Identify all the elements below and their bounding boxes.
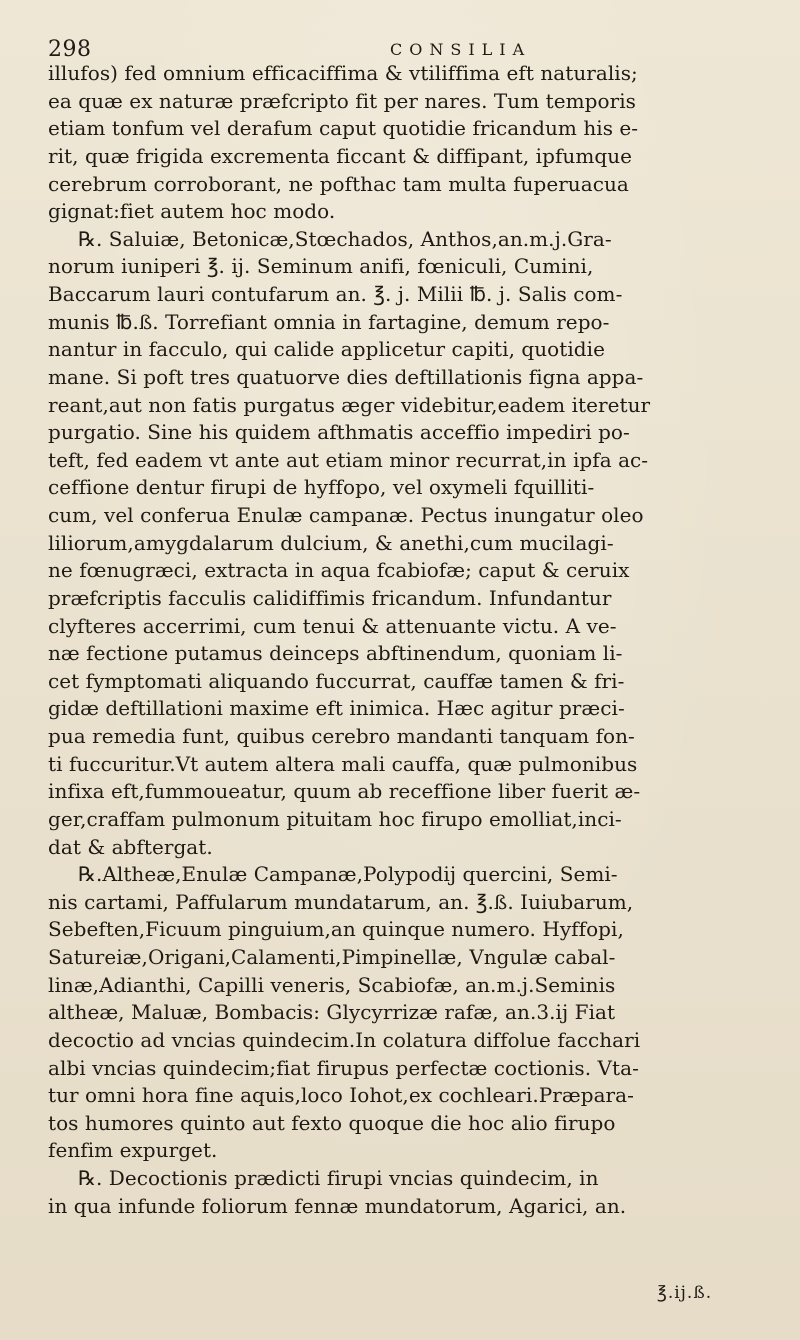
text-line: munis ℔.ß. Torrefiant omnia in fartagine, demum repo- xyxy=(48,309,610,334)
text-line: cerebrum corroborant, ne pofthac tam multa fuperuacua xyxy=(48,171,629,196)
text-line: albi vncias quindecim;fiat firupus perfectæ coctionis. Vta- xyxy=(48,1055,639,1080)
text-line: cum, vel conferua Enulæ campanæ. Pectus inungatur oleo xyxy=(48,503,644,527)
text-line: ea quæ ex naturæ præfcripto fit per nares. Tum temporis xyxy=(48,88,636,113)
text-line: clyfteres accerrimi, cum tenui & attenuante victu. A ve- xyxy=(48,613,617,638)
text-line: purgatio. Sine his quidem afthmatis acceffio impediri po- xyxy=(48,420,630,445)
recipe-line: ℞.Altheæ,Enulæ Campanæ,Polypodij quercini, Semi- xyxy=(78,862,618,887)
text-line: ceffione dentur firupi de hyffopo, vel oxymeli fquilliti- xyxy=(48,475,595,500)
catchword: ℥.ij.ß. xyxy=(657,1283,713,1303)
page-number: 298 xyxy=(48,37,92,62)
text-line: nis cartami, Paffularum mundatarum, an. ℥.ß. Iuiubarum, xyxy=(48,889,634,914)
text-line: mane. Si poft tres quatuorve dies deftillationis figna appa- xyxy=(48,364,644,389)
text-line: norum iuniperi ℥. ij. Seminum anifi, fœniculi, Cumini, xyxy=(48,254,594,279)
text-line: liliorum,amygdalarum dulcium, & anethi,cum mucilagi- xyxy=(48,530,614,555)
text-line: Baccarum lauri contufarum an. ℥. j. Milii ℔. j. Salis com- xyxy=(48,282,623,306)
text-line: fenfim expurget. xyxy=(48,1138,218,1163)
text-line: ne fœnugræci, extracta in aqua fcabiofæ; caput & ceruix xyxy=(48,558,630,583)
text-line: decoctio ad vncias quindecim.In colatura diffolue facchari xyxy=(48,1027,641,1052)
text-line: dat & abftergat. xyxy=(48,834,213,859)
recipe-line: ℞. Saluiæ, Betonicæ,Stœchados, Anthos,an.m.j.Gra- xyxy=(78,226,612,251)
text-line: cet fymptomati aliquando fuccurrat, cauffæ tamen & fri- xyxy=(48,668,625,693)
text-line: etiam tonfum vel derafum caput quotidie fricandum his e- xyxy=(48,116,639,141)
text-line: infixa eft,fummoueatur, quum ab receffione liber fuerit æ- xyxy=(48,779,641,804)
main-text xyxy=(48,60,776,1275)
text-line: Satureiæ,Origani,Calamenti,Pimpinellæ, Vngulæ cabal- xyxy=(48,945,616,969)
text-line: gidæ deftillationi maxime eft inimica. Hæc agitur præci- xyxy=(48,696,625,721)
recipe-line: ℞. Decoctionis prædicti firupi vncias quindecim, in xyxy=(78,1166,599,1190)
running-head: CONSILIA xyxy=(390,40,532,59)
text-line: illufos) fed omnium efficaciffima & vtiliffima eft naturalis; xyxy=(48,61,638,85)
text-line: rit, quæ frigida excrementa ficcant & diffipant, ipfumque xyxy=(48,143,633,168)
text-line: pua remedia funt, quibus cerebro mandanti tanquam fon- xyxy=(48,724,635,748)
text-line: næ fectione putamus deinceps abftinendum, quoniam li- xyxy=(48,641,623,666)
text-line: teft, fed eadem vt ante aut etiam minor recurrat,in ipfa ac- xyxy=(48,447,649,472)
text-line: ti fuccuritur.Vt autem altera mali cauffa, quæ pulmonibus xyxy=(48,751,638,776)
text-line: in qua infunde foliorum fennæ mundatorum, Agarici, an. xyxy=(48,1193,627,1218)
text-line: reant,aut non fatis purgatus æger videbitur,eadem iteretur xyxy=(48,392,651,417)
text-line: gignat:fiet autem hoc modo. xyxy=(48,199,336,224)
text-line: tur omni hora fine aquis,loco Iohot,ex cochleari.Præpara- xyxy=(48,1083,634,1108)
text-line: linæ,Adianthi, Capilli veneris, Scabiofæ, an.m.j.Seminis xyxy=(48,972,616,997)
text-line: altheæ, Maluæ, Bombacis: Glycyrrizæ rafæ, an.3.ij Fiat xyxy=(48,1000,616,1025)
text-line: nantur in facculo, qui calide applicetur capiti, quotidie xyxy=(48,337,605,362)
text-line: tos humores quinto aut fexto quoque die hoc alio firupo xyxy=(48,1110,616,1135)
text-line: Sebeften,Ficuum pinguium,an quinque numero. Hyffopi, xyxy=(48,917,624,942)
text-line: ger,craffam pulmonum pituitam hoc firupo emolliat,inci- xyxy=(48,806,622,831)
text-line: præfcriptis facculis calidiffimis fricandum. Infundantur xyxy=(48,585,612,610)
